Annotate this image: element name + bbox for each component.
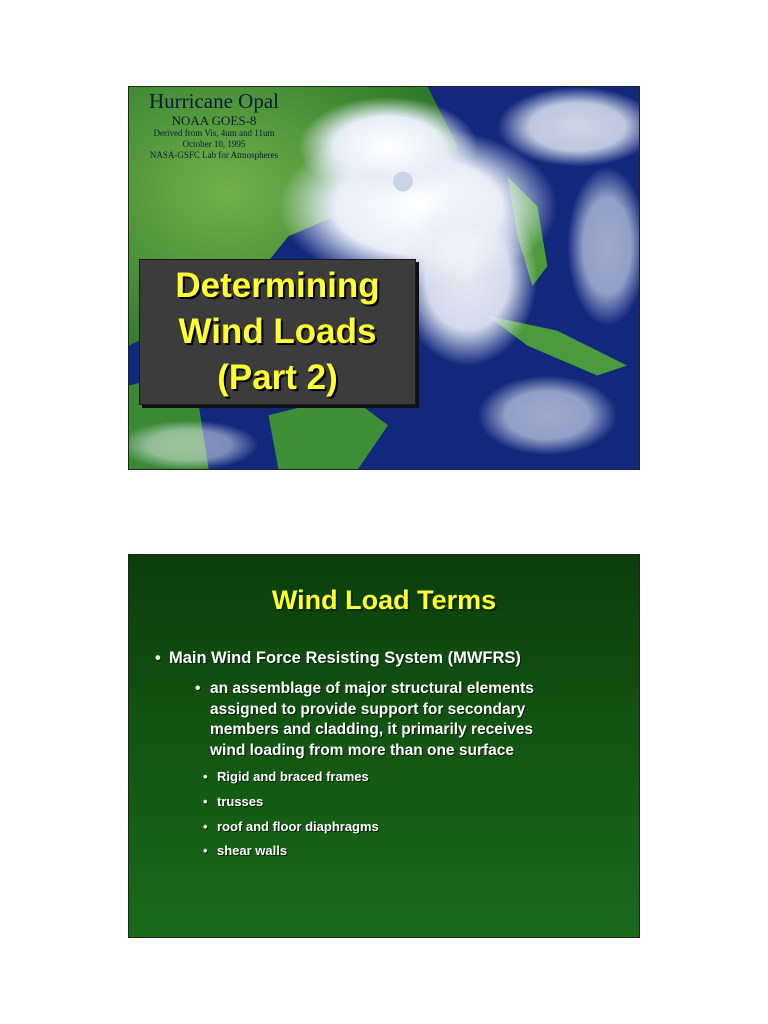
bullet-dot-icon: • bbox=[203, 769, 208, 784]
sub-bullet bbox=[203, 819, 379, 834]
bullet-dot-icon: • bbox=[155, 649, 161, 667]
sub-bullet bbox=[203, 843, 288, 858]
bullet-text: Main Wind Force Resisting System (MWFRS) bbox=[169, 649, 521, 667]
slide-title-box bbox=[139, 259, 416, 405]
bullet-text-line: wind loading from more than one surface bbox=[210, 741, 515, 759]
bullet-definition bbox=[195, 679, 595, 761]
sub-bullet-text: trusses bbox=[217, 794, 264, 809]
sub-bullet bbox=[203, 794, 264, 809]
slide-title-line: Wind Loads bbox=[178, 312, 377, 351]
satellite-caption-subtitle: NOAA GOES-8 bbox=[171, 113, 257, 128]
bullet-text-line: members and cladding, it primarily receives bbox=[210, 721, 534, 738]
sub-bullet-text: shear walls bbox=[217, 843, 288, 858]
slide-title: Wind Load Terms bbox=[271, 585, 497, 615]
bullet-dot-icon: • bbox=[203, 843, 208, 858]
satellite-caption-title: Hurricane Opal bbox=[148, 89, 280, 113]
slide-title-line: (Part 2) bbox=[217, 358, 338, 397]
bullet-dot-icon: • bbox=[195, 680, 201, 697]
title-slide bbox=[128, 86, 640, 470]
satellite-caption-line: NASA-GSFC Lab for Atmospheres bbox=[149, 150, 279, 160]
satellite-caption-line: Derived from Vis, 4um and 11um bbox=[153, 128, 275, 138]
sub-bullet bbox=[203, 769, 369, 784]
bullet-mwfrs bbox=[155, 649, 521, 668]
wind-load-terms-slide bbox=[128, 554, 640, 938]
bullet-dot-icon: • bbox=[203, 819, 208, 834]
slide-title-line: Determining bbox=[175, 266, 380, 305]
satellite-caption-line: October 10, 1995 bbox=[182, 139, 246, 149]
bullet-dot-icon: • bbox=[203, 794, 208, 809]
sub-bullet-text: Rigid and braced frames bbox=[217, 769, 369, 784]
sub-bullet-text: roof and floor diaphragms bbox=[217, 819, 379, 834]
satellite-caption bbox=[129, 89, 299, 161]
bullet-text-line: assigned to provide support for secondary bbox=[210, 700, 526, 718]
bullet-text-line: an assemblage of major structural elements bbox=[210, 680, 534, 697]
